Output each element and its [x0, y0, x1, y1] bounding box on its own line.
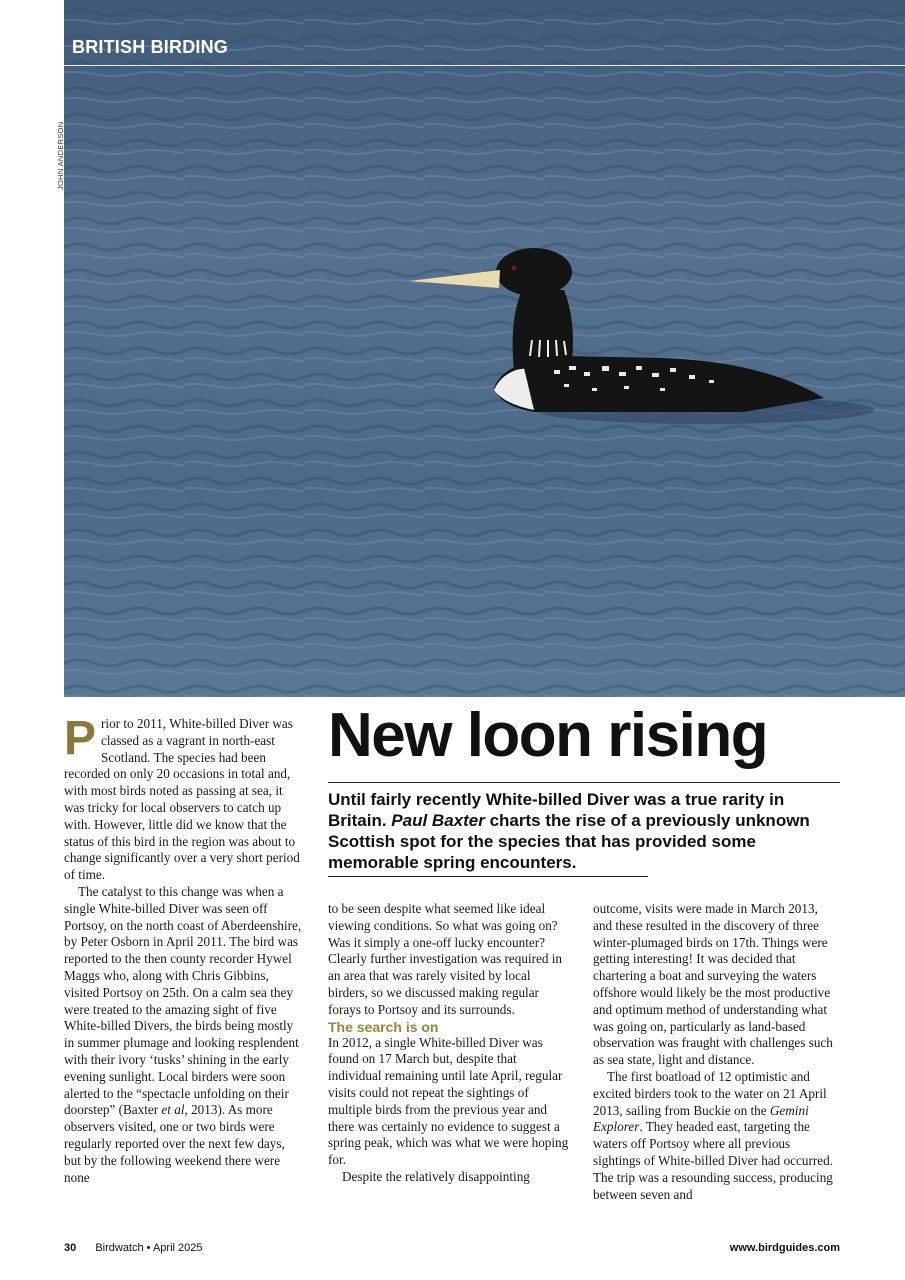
article-headline: New loon rising: [328, 701, 768, 770]
paragraph: to be seen despite what seemed like ideal viewing conditions. So what was going on? Was it simply a one-off lucky encounter? Clearly further investigation was required in an area that was rarely visited by local birders, so we discussed making regular forays to Portsoy and its surrounds.: [328, 901, 563, 1017]
paragraph-text: The first boatload of 12 optimistic and excited birders took to the water on 21 April 2013, sailing from Buckie on the: [593, 1068, 827, 1118]
paragraph: [593, 1069, 840, 1203]
author-name: Paul Baxter: [391, 811, 485, 830]
paragraph: In 2012, a single White-billed Diver was found on 17 March but, despite that individual remaining until late April, regular visits could not repeat the sightings of multiple birds from the previous year and there was certainly no evidence to suggest a spring peak, which was what we were hoping for.: [328, 1034, 569, 1168]
article-column-1: [64, 712, 304, 1186]
standfirst: [328, 789, 840, 875]
paragraph-text: rior to 2011, White-billed Diver was classed as a vagrant in north-east Scotland. The species had been recorded on only 20 occasions in total and, with most birds noted as passing at sea, it was tricky for local observers to catch up with. However, little did we know that the status of this bird in the region was about to change significantly over a very short period of time.: [64, 716, 300, 883]
section-label: BRITISH BIRDING: [72, 37, 228, 57]
paragraph: outcome, visits were made in March 2013, and these resulted in the discovery of three winter-plumaged birds on 17th. Things were getting interesting! It was decided that chartering a boat and surveying the waters offshore would likely be the most productive and optimum method of understanding what was going on, particularly as land-based observation was fraught with challenges such as sea state, light and distance.: [593, 901, 833, 1068]
paragraph: [64, 884, 304, 1186]
citation-et-al: et al: [161, 1102, 185, 1118]
photo-credit: JOHN ANDERSON: [56, 121, 65, 190]
paragraph: [64, 712, 304, 884]
standfirst-part2: charts the rise of a previously unknown Scottish spot for the species that has provided some memorable spring encounters.: [328, 811, 810, 872]
article-column-2: [328, 901, 573, 1186]
hero-photo: [64, 0, 905, 697]
section-header-bar: [64, 36, 905, 66]
paragraph: Despite the relatively disappointing: [342, 1168, 530, 1184]
article-column-3: [593, 901, 840, 1203]
magazine-issue: Birdwatch • April 2025: [95, 1242, 203, 1254]
standfirst-block: [328, 782, 840, 875]
white-billed-diver-photo: [64, 0, 905, 697]
page-footer: [64, 1242, 840, 1258]
paragraph-text: . They headed east, targeting the waters off Portsoy where all previous sightings of White-billed Diver had occurred. The trip was a resounding success, producing between seven and: [593, 1119, 833, 1202]
subheading: The search is on: [328, 1018, 439, 1035]
paragraph-text: , 2013). As more observers visited, one or two birds were regularly reported over the next few days, but by the following weekend there were none: [64, 1102, 285, 1185]
website-link[interactable]: www.birdguides.com: [729, 1242, 840, 1254]
drop-cap: P: [64, 712, 97, 765]
standfirst-part1: Until fairly recently White-billed Diver was a true rarity in Britain.: [328, 790, 785, 830]
paragraph-text: The catalyst to this change was when a single White-billed Diver was seen off Portsoy, on the north coast of Aberdeenshire, by Peter Osborn in April 2011. The bird was reported to the then county recorder Hywel Maggs who, along with Chris Gibbins, visited Portsoy on 25th. On a calm sea they were treated to the amazing sight of five White-billed Divers, the birds being mostly in summer plumage and looking resplendent with their ivory ‘tusks’ shining in the early evening sunlight. Local birders were soon alerted to the “spectacle unfolding on their doorstep” (Baxter: [64, 883, 302, 1118]
page-number: 30: [64, 1242, 77, 1254]
boat-name: Gemini Explorer: [593, 1102, 809, 1135]
standfirst-rule: [328, 876, 648, 877]
